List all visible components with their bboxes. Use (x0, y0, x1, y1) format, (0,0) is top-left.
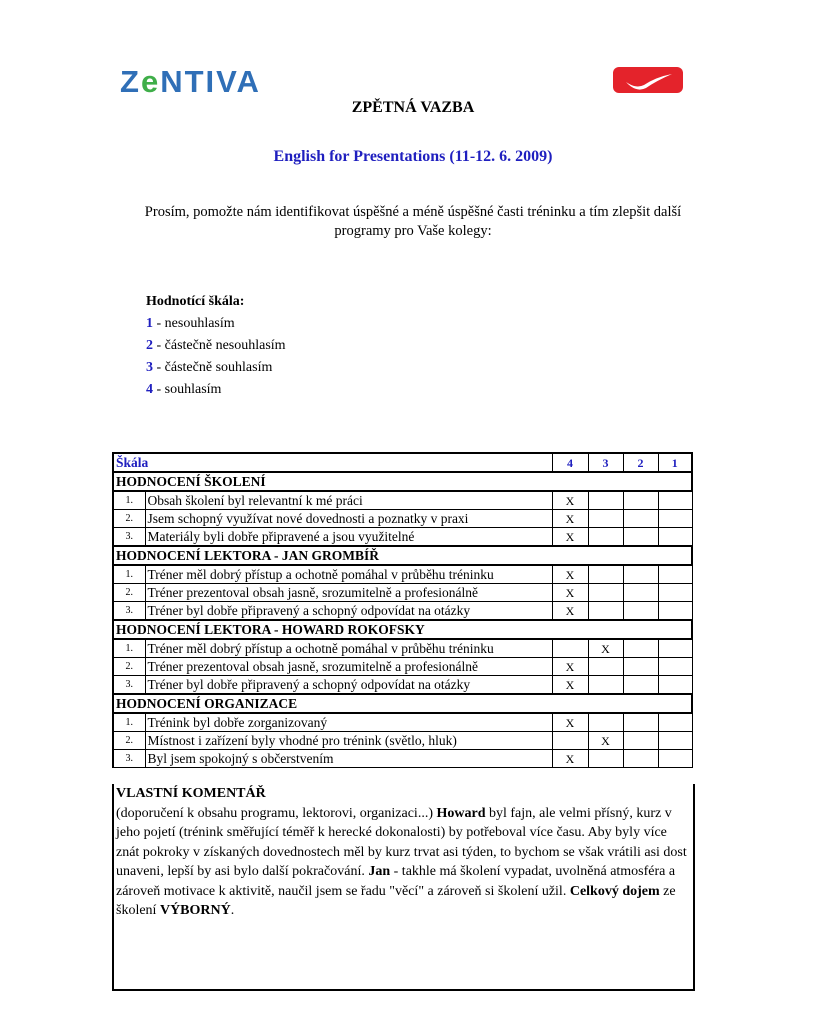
question-row (113, 750, 692, 768)
question-text: Tréner prezentoval obsah jasně, srozumitelně a profesionálně (145, 584, 552, 602)
comment-emphasis: VÝBORNÝ (159, 903, 231, 918)
question-number: 1. (113, 713, 145, 732)
scale-item (146, 357, 286, 379)
question-number: 2. (113, 584, 145, 602)
rating-scale-legend (146, 291, 286, 401)
rating-cell-1 (658, 658, 692, 676)
feedback-table (112, 452, 693, 768)
column-header-2: 2 (623, 453, 658, 472)
comment-text (116, 804, 691, 921)
rating-cell-3 (588, 750, 623, 768)
scale-number: 3 (146, 360, 153, 375)
question-row (113, 528, 692, 547)
scale-text: - souhlasím (153, 382, 222, 397)
question-number: 2. (113, 510, 145, 528)
rating-cell-2 (623, 750, 658, 768)
scale-label: Škála (113, 453, 552, 472)
rating-cell-2 (623, 528, 658, 547)
question-row (113, 602, 692, 621)
rating-cell-2 (623, 584, 658, 602)
rating-cell-2 (623, 676, 658, 695)
rating-cell-4 (552, 732, 588, 750)
rating-cell-1 (658, 584, 692, 602)
rating-cell-3 (588, 676, 623, 695)
question-row (113, 639, 692, 658)
section-header-row (113, 620, 692, 639)
rating-cell-2 (623, 565, 658, 584)
comment-header: VLASTNÍ KOMENTÁŘ (116, 786, 266, 801)
scale-item (146, 313, 286, 335)
rating-cell-2 (623, 732, 658, 750)
column-header-1: 1 (658, 453, 692, 472)
question-text: Tréner měl dobrý přístup a ochotně pomáhal v průběhu tréninku (145, 639, 552, 658)
rating-cell-1 (658, 732, 692, 750)
comment-emphasis: Jan (368, 864, 391, 879)
question-text: Místnost i zařízení byly vhodné pro trénink (světlo, hluk) (145, 732, 552, 750)
question-number: 3. (113, 528, 145, 547)
scale-number: 1 (146, 316, 153, 331)
scale-number: 4 (146, 382, 153, 397)
question-number: 3. (113, 602, 145, 621)
rating-cell-4: X (552, 565, 588, 584)
comment-emphasis: Howard (436, 805, 486, 821)
rating-cell-4: X (552, 750, 588, 768)
rating-cell-4: X (552, 602, 588, 621)
question-number: 1. (113, 491, 145, 510)
question-text: Tréner byl dobře připravený a schopný odpovídat na otázky (145, 676, 552, 695)
question-text: Byl jsem spokojný s občerstvením (145, 750, 552, 768)
rating-cell-2 (623, 510, 658, 528)
section-header-row (113, 694, 692, 713)
question-row (113, 565, 692, 584)
rating-cell-3 (588, 602, 623, 621)
question-row (113, 713, 692, 732)
rating-cell-4 (552, 639, 588, 658)
section-header-row (113, 546, 692, 565)
rating-cell-1 (658, 510, 692, 528)
rating-cell-1 (658, 639, 692, 658)
rating-cell-3 (588, 528, 623, 547)
scale-text: - nesouhlasím (153, 316, 235, 331)
course-subtitle: English for Presentations (11-12. 6. 2009) (273, 148, 553, 165)
red-check-logo-icon (612, 65, 684, 95)
question-number: 3. (113, 676, 145, 695)
section-header-row (113, 472, 692, 491)
rating-cell-3 (588, 584, 623, 602)
rating-cell-1 (658, 676, 692, 695)
rating-cell-1 (658, 491, 692, 510)
question-row (113, 658, 692, 676)
question-text: Tréner prezentoval obsah jasně, srozumitelně a profesionálně (145, 658, 552, 676)
question-number: 1. (113, 565, 145, 584)
scale-text: - částečně nesouhlasím (153, 338, 286, 353)
question-text: Tréner měl dobrý přístup a ochotně pomáhal v průběhu tréninku (145, 565, 552, 584)
question-row (113, 584, 692, 602)
section-title: HODNOCENÍ LEKTORA - HOWARD ROKOFSKY (113, 620, 692, 639)
rating-cell-2 (623, 491, 658, 510)
rating-cell-2 (623, 639, 658, 658)
rating-cell-3: X (588, 732, 623, 750)
comment-segment: - takhle má školení vypadat, uvolněná atmosféra a zároveň motivace k aktivitě, naučil jsem se řadu "věcí" a zároveň si školení užil. (116, 864, 676, 899)
scale-item (146, 335, 286, 357)
question-row (113, 676, 692, 695)
rating-cell-4: X (552, 528, 588, 547)
scale-number: 2 (146, 338, 153, 353)
zentiva-logo: ZeNTIVA (120, 64, 261, 99)
scale-item (146, 379, 286, 401)
rating-cell-4: X (552, 510, 588, 528)
question-row (113, 491, 692, 510)
rating-cell-4: X (552, 584, 588, 602)
question-text: Tréner byl dobře připravený a schopný odpovídat na otázky (145, 602, 552, 621)
rating-cell-4: X (552, 491, 588, 510)
question-row (113, 732, 692, 750)
column-header-3: 3 (588, 453, 623, 472)
question-row (113, 510, 692, 528)
question-text: Trénink byl dobře zorganizovaný (145, 713, 552, 732)
rating-cell-3 (588, 658, 623, 676)
rating-cell-3 (588, 491, 623, 510)
intro-text: Prosím, pomožte nám identifikovat úspěšné a méně úspěšné časti tréninku a tím zlepšit další programy pro Vaše kolegy: (144, 204, 682, 239)
rating-cell-2 (623, 658, 658, 676)
column-header-4: 4 (552, 453, 588, 472)
comment-emphasis: Celkový dojem (569, 883, 660, 899)
section-title: HODNOCENÍ ORGANIZACE (113, 694, 692, 713)
comment-segment: . (230, 903, 235, 918)
scale-header: Hodnotící škála: (146, 294, 245, 309)
rating-cell-4: X (552, 676, 588, 695)
comment-segment: (doporučení k obsahu programu, lektorovi, organizaci...) (116, 805, 437, 821)
question-number: 1. (113, 639, 145, 658)
question-text: Jsem schopný využívat nové dovednosti a poznatky v praxi (145, 510, 552, 528)
page-title: ZPĚTNÁ VAZBA (351, 99, 475, 116)
question-number: 3. (113, 750, 145, 768)
rating-cell-3: X (588, 639, 623, 658)
rating-cell-3 (588, 510, 623, 528)
question-number: 2. (113, 658, 145, 676)
question-text: Obsah školení byl relevantní k mé práci (145, 491, 552, 510)
section-title: HODNOCENÍ ŠKOLENÍ (113, 472, 692, 491)
rating-cell-3 (588, 565, 623, 584)
rating-cell-2 (623, 713, 658, 732)
scale-text: - částečně souhlasím (153, 360, 273, 375)
rating-cell-4: X (552, 658, 588, 676)
comment-segment: ze školení (116, 883, 676, 918)
comment-box (112, 784, 695, 991)
rating-cell-1 (658, 750, 692, 768)
question-number: 2. (113, 732, 145, 750)
rating-cell-1 (658, 565, 692, 584)
rating-cell-3 (588, 713, 623, 732)
comment-segment: byl fajn, ale velmi přísný, kurz v jeho pojetí (trénink směřující téměř k herecké dokonalosti) by potřeboval více času. Aby byly více znát pokroky v získaných dovednostech měl by kurz trvat asi týden, to bychom se však vrátili asi dost unaveni, lepší by asi bylo další pokračování. (116, 805, 687, 879)
rating-cell-1 (658, 602, 692, 621)
rating-cell-1 (658, 713, 692, 732)
rating-cell-2 (623, 602, 658, 621)
rating-cell-4: X (552, 713, 588, 732)
question-text: Materiály byli dobře připravené a jsou využitelné (145, 528, 552, 547)
rating-cell-1 (658, 528, 692, 547)
section-title: HODNOCENÍ LEKTORA - JAN GROMBÍŘ (113, 546, 692, 565)
